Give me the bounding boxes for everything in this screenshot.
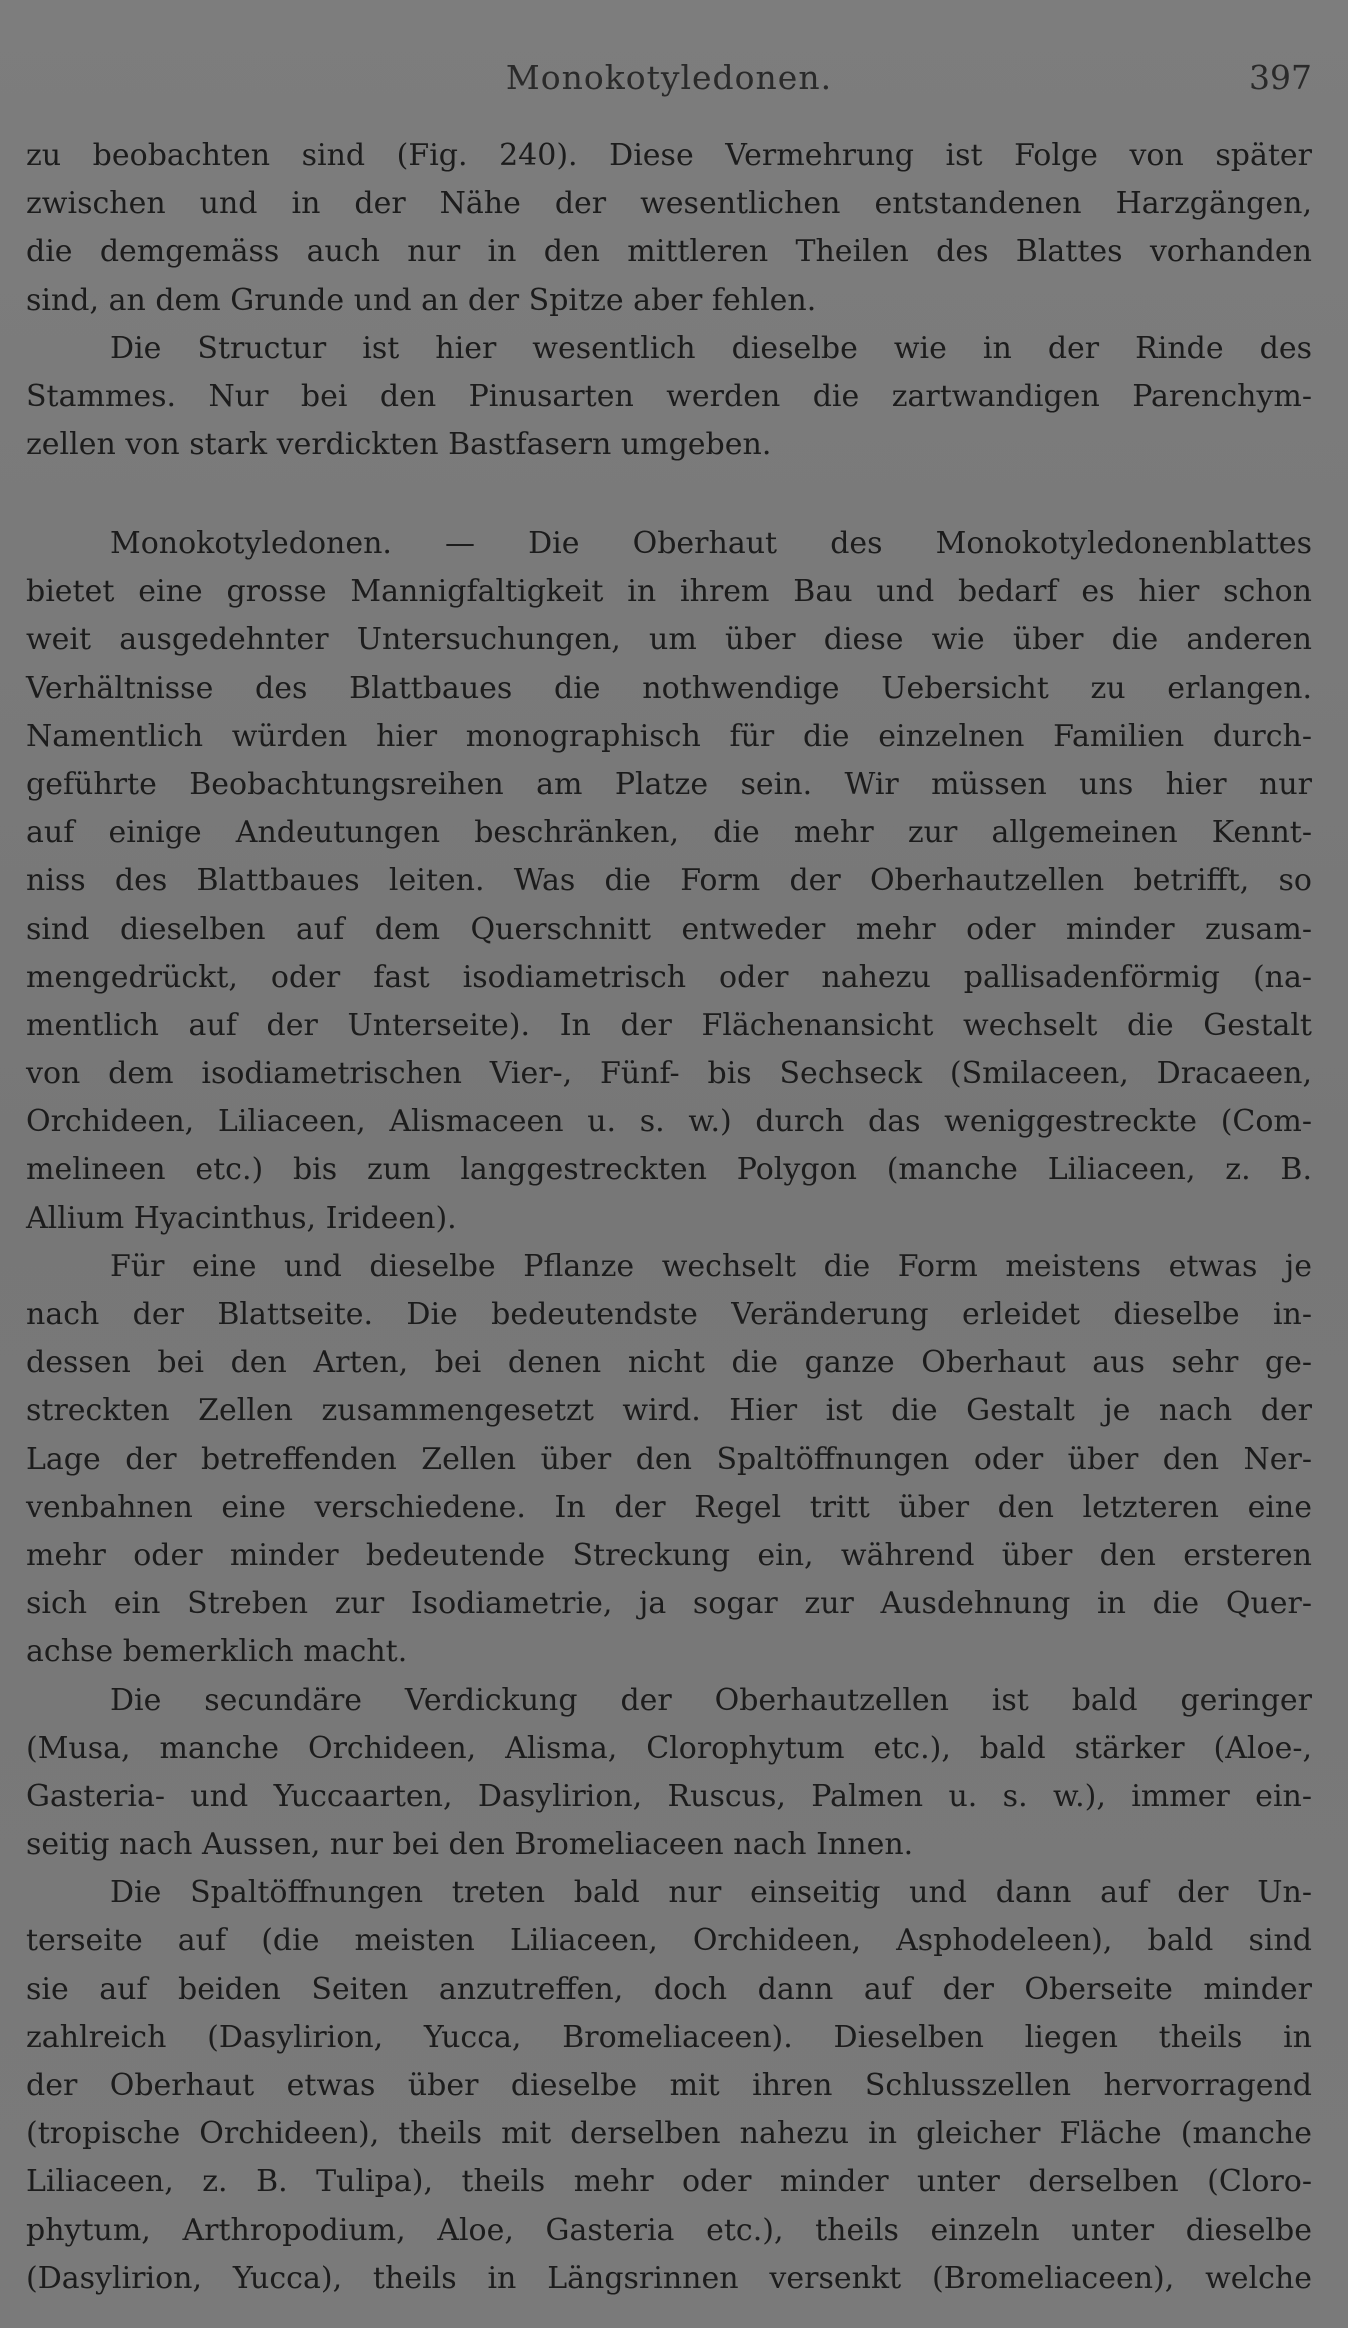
- text-line: zahlreich (Dasylirion, Yucca, Bromeliaceen). Dieselben liegen theils in: [26, 2019, 1312, 2055]
- text-line: dessen bei den Arten, bei denen nicht die ganze Oberhaut aus sehr ge-: [26, 1345, 1312, 1381]
- text-line: melineen etc.) bis zum langgestreckten Polygon (manche Liliaceen, z. B.: [26, 1152, 1312, 1188]
- text-line: Für eine und dieselbe Pflanze wechselt die Form meistens etwas je: [110, 1248, 1312, 1284]
- text-line: terseite auf (die meisten Liliaceen, Orchideen, Asphodeleen), bald sind: [26, 1923, 1312, 1959]
- text-line: Verhältnisse des Blattbaues die nothwendige Uebersicht zu erlangen.: [26, 670, 1312, 706]
- text-line: sich ein Streben zur Isodiametrie, ja sogar zur Ausdehnung in die Quer-: [26, 1586, 1312, 1622]
- text-line: (Musa, manche Orchideen, Alisma, Clorophytum etc.), bald stärker (Aloe-,: [26, 1730, 1312, 1766]
- text-line: Die Structur ist hier wesentlich dieselbe wie in der Rinde des: [110, 330, 1312, 366]
- paragraph-verdickung: [26, 1677, 1312, 1870]
- text-line: die demgemäss auch nur in den mittleren Theilen des Blattes vorhanden: [26, 234, 1312, 270]
- text-line: Allium Hyacinthus, Irideen).: [26, 1200, 457, 1236]
- text-line: (tropische Orchideen), theils mit derselben nahezu in gleicher Fläche (manche: [26, 2116, 1312, 2152]
- text-line: Namentlich würden hier monographisch für die einzelnen Familien durch-: [26, 718, 1312, 754]
- text-line: sie auf beiden Seiten anzutreffen, doch dann auf der Oberseite minder: [26, 1971, 1312, 2007]
- text-line: zwischen und in der Nähe der wesentlichen entstandenen Harzgängen,: [26, 186, 1312, 222]
- text-line: zu beobachten sind (Fig. 240). Diese Vermehrung ist Folge von später: [26, 138, 1312, 173]
- paragraph-intro: [26, 132, 1312, 325]
- text-line: streckten Zellen zusammengesetzt wird. Hier ist die Gestalt je nach der: [26, 1393, 1312, 1429]
- running-title: Monokotyledonen.: [505, 58, 833, 97]
- text-line: Die secundäre Verdickung der Oberhautzellen ist bald geringer: [110, 1682, 1312, 1718]
- text-line: (Dasylirion, Yucca), theils in Längsrinnen versenkt (Bromeliaceen), welche: [26, 2260, 1312, 2296]
- text-line: auf einige Andeutungen beschränken, die mehr zur allgemeinen Kennt-: [26, 815, 1312, 851]
- text-line: sind, an dem Grunde und an der Spitze aber fehlen.: [26, 282, 817, 318]
- text-line: sind dieselben auf dem Querschnitt entweder mehr oder minder zusam-: [26, 911, 1312, 947]
- text-block-main: [26, 520, 1312, 2303]
- text-line: nach der Blattseite. Die bedeutendste Veränderung erleidet dieselbe in-: [26, 1297, 1312, 1332]
- text-line: geführte Beobachtungsreihen am Platze sein. Wir müssen uns hier nur: [26, 766, 1312, 802]
- paragraph-spaltoeffnungen: [26, 1869, 1312, 2303]
- text-line: Orchideen, Liliaceen, Alismaceen u. s. w.) durch das weniggestreckte (Com-: [26, 1104, 1312, 1140]
- paragraph-form: [26, 1243, 1312, 1677]
- text-line: mehr oder minder bedeutende Streckung ein, während über den ersteren: [26, 1537, 1312, 1573]
- text-line: Liliaceen, z. B. Tulipa), theils mehr oder minder unter derselben (Cloro-: [26, 2164, 1312, 2200]
- section-heading-line: Monokotyledonen. — Die Oberhaut des Monokotyledonenblattes: [110, 526, 1312, 561]
- text-line: Lage der betreffenden Zellen über den Spaltöffnungen oder über den Ner-: [26, 1441, 1312, 1477]
- text-line: mengedrückt, oder fast isodiametrisch oder nahezu pallisadenförmig (na-: [26, 959, 1312, 995]
- paragraph-monokotyledonen: [26, 520, 1312, 1243]
- text-line: Stammes. Nur bei den Pinusarten werden die zartwandigen Parenchym-: [26, 378, 1312, 414]
- running-header: [26, 58, 1312, 104]
- text-line: seitig nach Aussen, nur bei den Bromeliaceen nach Innen.: [26, 1827, 914, 1863]
- text-line: venbahnen eine verschiedene. In der Regel tritt über den letzteren eine: [26, 1489, 1312, 1525]
- text-line: Die Spaltöffnungen treten bald nur einseitig und dann auf der Un-: [110, 1875, 1312, 1911]
- text-block-top: [26, 132, 1312, 469]
- text-line: Gasteria- und Yuccaarten, Dasylirion, Ruscus, Palmen u. s. w.), immer ein-: [26, 1778, 1312, 1814]
- text-line: phytum, Arthropodium, Aloe, Gasteria etc.), theils einzeln unter dieselbe: [26, 2212, 1312, 2248]
- text-line: mentlich auf der Unterseite). In der Flächenansicht wechselt die Gestalt: [26, 1007, 1312, 1043]
- text-line: der Oberhaut etwas über dieselbe mit ihren Schlusszellen hervorragend: [26, 2068, 1312, 2103]
- paragraph-structure: [26, 325, 1312, 470]
- text-line: zellen von stark verdickten Bastfasern umgeben.: [26, 427, 772, 463]
- text-line: von dem isodiametrischen Vier-, Fünf- bis Sechseck (Smilaceen, Dracaeen,: [26, 1056, 1312, 1092]
- text-line: weit ausgedehnter Untersuchungen, um über diese wie über die anderen: [26, 622, 1312, 658]
- text-line: achse bemerklich macht.: [26, 1634, 408, 1670]
- page-number: 397: [1249, 58, 1312, 97]
- text-line: bietet eine grosse Mannigfaltigkeit in ihrem Bau und bedarf es hier schon: [26, 574, 1312, 610]
- text-line: niss des Blattbaues leiten. Was die Form der Oberhautzellen betrifft, so: [26, 863, 1312, 899]
